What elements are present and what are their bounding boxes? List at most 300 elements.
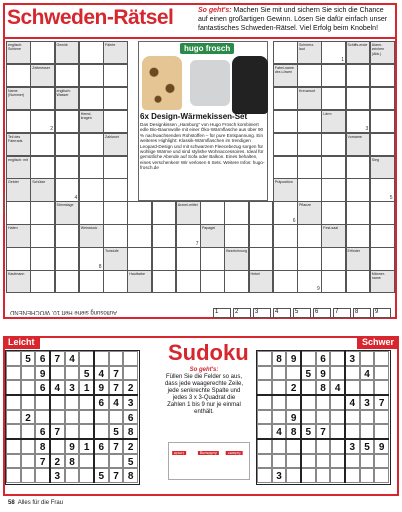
sudoku-cell[interactable] — [301, 380, 316, 395]
sudoku-cell[interactable] — [360, 351, 375, 366]
easy-sudoku-grid[interactable] — [5, 350, 140, 485]
solution-number: 5 — [389, 194, 393, 201]
answer-cell[interactable] — [273, 41, 298, 64]
sudoku-cell[interactable] — [286, 366, 301, 381]
answer-cell[interactable] — [346, 201, 371, 224]
sudoku-cell[interactable] — [6, 410, 21, 425]
answer-cell[interactable] — [55, 110, 80, 133]
sudoku-cell[interactable] — [6, 439, 21, 454]
sudoku-cell[interactable] — [330, 351, 345, 366]
answer-cell[interactable] — [79, 270, 104, 293]
sudoku-solution-box — [168, 442, 250, 480]
sudoku-cell[interactable] — [374, 410, 389, 425]
sudoku-cell: 4 — [345, 395, 360, 410]
solution-number: 9 — [316, 286, 320, 293]
answer-cell[interactable] — [79, 156, 104, 179]
answer-cell[interactable] — [30, 156, 55, 179]
sudoku-cell: 5 — [79, 366, 94, 381]
sudoku-cell: 7 — [109, 439, 124, 454]
sudoku-cell[interactable] — [286, 439, 301, 454]
sudoku-cell[interactable] — [65, 395, 80, 410]
answer-cell[interactable] — [346, 224, 371, 247]
sudoku-cell[interactable] — [50, 395, 65, 410]
block-divider — [257, 394, 389, 396]
clue-cell: Zeitmesser — [30, 64, 55, 87]
sudoku-cell[interactable] — [272, 454, 287, 469]
clue-cell: Hautfarbe — [127, 270, 152, 293]
sudoku-cell: 3 — [345, 439, 360, 454]
answer-cell[interactable] — [224, 270, 249, 293]
clue-cell: Teil des Fahrrads — [6, 133, 31, 156]
answer-cell[interactable] — [370, 64, 395, 87]
answer-cell[interactable] — [30, 270, 55, 293]
answer-cell[interactable] — [30, 110, 55, 133]
block-divider — [344, 351, 346, 483]
clue-cell: Männer-name — [370, 270, 395, 293]
block-divider — [300, 351, 302, 483]
block-divider — [257, 438, 389, 440]
sudoku-cell: 6 — [123, 410, 138, 425]
sudoku-cell[interactable] — [79, 395, 94, 410]
answer-cell[interactable] — [273, 156, 298, 179]
block-divider — [6, 394, 138, 396]
clue-cell: Fährte — [103, 41, 128, 64]
solution-number: 2 — [50, 126, 53, 133]
answer-cell[interactable] — [30, 201, 55, 224]
answer-cell[interactable] — [200, 201, 225, 224]
answer-cell[interactable] — [30, 224, 55, 247]
sudoku-cell: 3 — [345, 351, 360, 366]
sudoku-cell: 5 — [21, 351, 36, 366]
answer-cell[interactable] — [346, 178, 371, 201]
sudoku-cell[interactable] — [360, 380, 375, 395]
answer-cell[interactable] — [346, 87, 371, 110]
sudoku-cell[interactable] — [257, 366, 272, 381]
sudoku-cell: 6 — [94, 439, 109, 454]
answer-cell[interactable] — [152, 270, 177, 293]
clue-cell: Name (Nummer) — [6, 87, 31, 110]
sudoku-cell[interactable] — [21, 439, 36, 454]
sudoku-cell[interactable] — [374, 351, 389, 366]
answer-cell[interactable] — [79, 133, 104, 156]
sudoku-cell[interactable] — [345, 380, 360, 395]
sudoku-cell[interactable] — [374, 468, 389, 483]
answer-cell[interactable] — [346, 64, 371, 87]
sudoku-cell: 8 — [35, 439, 50, 454]
clue-cell: Bezeichnung — [224, 247, 249, 270]
sudoku-cell[interactable] — [6, 468, 21, 483]
sudoku-cell[interactable] — [330, 424, 345, 439]
sudoku-cell: 3 — [360, 395, 375, 410]
sudoku-cell: 7 — [109, 366, 124, 381]
answer-cell[interactable] — [103, 201, 128, 224]
answer-cell[interactable] — [346, 110, 371, 133]
solution-box[interactable]: 7 — [333, 308, 351, 318]
answer-cell[interactable] — [200, 247, 225, 270]
clue-cell: Papagei — [200, 224, 225, 247]
ad-headline: 6x Design-Wärmekissen-Set — [140, 112, 248, 121]
sudoku-cell[interactable] — [301, 410, 316, 425]
answer-cell[interactable] — [224, 224, 249, 247]
answer-cell[interactable] — [321, 247, 346, 270]
solution-label-title: Auflösung — [200, 451, 217, 455]
clue-cell: englisch: mit — [6, 156, 31, 179]
solution-label-easy: Leicht — [174, 451, 185, 455]
answer-cell[interactable] — [103, 178, 128, 201]
sudoku-cell[interactable] — [286, 395, 301, 410]
sudoku-cell[interactable] — [21, 454, 36, 469]
answer-cell[interactable] — [321, 41, 346, 64]
sudoku-cell[interactable] — [65, 468, 80, 483]
answer-cell[interactable] — [55, 224, 80, 247]
sudoku-cell[interactable] — [330, 454, 345, 469]
answer-cell[interactable] — [297, 110, 322, 133]
easy-tab: Leicht — [3, 336, 40, 349]
sudoku-cell[interactable] — [109, 351, 124, 366]
answer-cell[interactable] — [370, 201, 395, 224]
answer-cell[interactable] — [127, 224, 152, 247]
solution-box[interactable]: 8 — [353, 308, 371, 318]
sudoku-cell: 4 — [65, 351, 80, 366]
sudoku-cell: 7 — [316, 424, 331, 439]
clue-cell: Zahlwort — [103, 133, 128, 156]
sudoku-cell[interactable] — [360, 454, 375, 469]
sudoku-cell[interactable] — [374, 454, 389, 469]
sudoku-cell[interactable] — [316, 454, 331, 469]
answer-cell[interactable] — [370, 224, 395, 247]
sudoku-cell: 5 — [301, 366, 316, 381]
answer-cell[interactable] — [103, 64, 128, 87]
answer-cell[interactable] — [273, 110, 298, 133]
sudoku-cell: 8 — [123, 468, 138, 483]
answer-cell[interactable] — [55, 178, 80, 201]
black-hot-water-bottle-image — [232, 56, 268, 114]
sudoku-cell: 8 — [65, 454, 80, 469]
answer-cell[interactable] — [224, 201, 249, 224]
answer-cell[interactable] — [370, 110, 395, 133]
solution-number: 8 — [98, 263, 102, 270]
sudoku-cell[interactable] — [50, 439, 65, 454]
sudoku-cell[interactable] — [6, 424, 21, 439]
answer-cell[interactable] — [103, 270, 128, 293]
sudoku-cell[interactable] — [316, 410, 331, 425]
sudoku-cell: 2 — [123, 380, 138, 395]
answer-cell[interactable] — [30, 133, 55, 156]
answer-cell[interactable] — [370, 87, 395, 110]
solution-box[interactable]: 9 — [373, 308, 391, 318]
clue-cell: englisch: Schiene — [6, 41, 31, 64]
sudoku-cell[interactable] — [94, 454, 109, 469]
sudoku-cell[interactable] — [301, 439, 316, 454]
answer-cell[interactable] — [273, 201, 298, 224]
header-divider — [3, 37, 397, 39]
sudoku-title: Sudoku — [168, 340, 249, 365]
solution-box[interactable]: 3 — [253, 308, 271, 318]
sudoku-cell[interactable] — [257, 351, 272, 366]
sudoku-cell[interactable] — [316, 439, 331, 454]
sudoku-cell: 7 — [35, 454, 50, 469]
sudoku-cell[interactable] — [345, 410, 360, 425]
sudoku-cell[interactable] — [94, 410, 109, 425]
sudoku-cell[interactable] — [21, 395, 36, 410]
ad-description: Das Designkissen „Hamburg“ von Hugo Frosch kombiniert edle Bio-Baumwolle mit einer Öko-Wärmflasche aus über 90 % nachwachsenden Rohstoffen – für pure Entspannung. Ein weiteres Highlight: Klassik-Wärmflaschen im trendigen Leopard-Design und mit schwarzem Fleecebezug sorgen für wohlige Wärme und sind stylishe Wohnaccessoires. Ideal für gemütliche Abende auf Sofa oder Balkon. Eines behalten, eines verschenken! Wir verlosen 6 Sets. Weitere Infos: hugo-frosch.de — [140, 122, 265, 171]
sudoku-cell[interactable] — [94, 351, 109, 366]
hard-tab: Schwer — [357, 336, 399, 349]
answer-cell[interactable] — [321, 156, 346, 179]
clue-cell: Vorname — [346, 133, 371, 156]
sudoku-cell[interactable] — [21, 380, 36, 395]
sudoku-cell: 8 — [123, 424, 138, 439]
sudoku-lead: So geht's: — [189, 367, 219, 373]
sudoku-cell[interactable] — [21, 366, 36, 381]
sudoku-cell[interactable] — [109, 454, 124, 469]
sudoku-cell[interactable] — [257, 439, 272, 454]
sudoku-cell[interactable] — [6, 380, 21, 395]
sudoku-cell: 5 — [360, 439, 375, 454]
sudoku-cell[interactable] — [65, 410, 80, 425]
answer-cell[interactable] — [297, 133, 322, 156]
answer-cell[interactable] — [273, 87, 298, 110]
sudoku-cell[interactable] — [79, 424, 94, 439]
sudoku-cell[interactable] — [257, 410, 272, 425]
sudoku-cell: 5 — [109, 424, 124, 439]
answer-cell[interactable] — [297, 224, 322, 247]
sudoku-cell[interactable] — [65, 424, 80, 439]
sudoku-cell[interactable] — [316, 468, 331, 483]
sudoku-cell[interactable] — [6, 454, 21, 469]
sudoku-cell: 6 — [35, 424, 50, 439]
answer-cell[interactable] — [321, 178, 346, 201]
sudoku-cell[interactable] — [330, 410, 345, 425]
sudoku-cell[interactable] — [6, 351, 21, 366]
answer-cell[interactable] — [273, 270, 298, 293]
sudoku-cell[interactable] — [360, 410, 375, 425]
sudoku-cell[interactable] — [50, 410, 65, 425]
solution-banner: Auflösung siehe Heft 10. WOCHENEND — [10, 309, 118, 315]
answer-cell[interactable] — [152, 247, 177, 270]
answer-cell[interactable] — [30, 41, 55, 64]
answer-cell[interactable] — [370, 247, 395, 270]
answer-cell[interactable] — [249, 201, 274, 224]
sudoku-cell[interactable] — [65, 366, 80, 381]
sudoku-cell[interactable] — [79, 351, 94, 366]
sudoku-cell[interactable] — [286, 468, 301, 483]
sudoku-cell: 6 — [35, 351, 50, 366]
clue-cell: Fest-saal — [321, 224, 346, 247]
sudoku-cell[interactable] — [79, 468, 94, 483]
answer-cell[interactable] — [200, 270, 225, 293]
answer-cell[interactable] — [6, 247, 31, 270]
sudoku-cell: 7 — [374, 395, 389, 410]
answer-cell[interactable] — [79, 87, 104, 110]
sudoku-cell[interactable] — [301, 454, 316, 469]
answer-cell[interactable] — [79, 247, 104, 270]
sudoku-cell: 3 — [65, 380, 80, 395]
sudoku-cell: 9 — [35, 366, 50, 381]
solution-box[interactable]: 4 — [273, 308, 291, 318]
sudoku-cell[interactable] — [123, 366, 138, 381]
sudoku-cell: 9 — [65, 439, 80, 454]
sudoku-cell[interactable] — [316, 395, 331, 410]
answer-cell[interactable] — [6, 110, 31, 133]
answer-cell[interactable] — [249, 224, 274, 247]
answer-cell[interactable] — [79, 41, 104, 64]
sudoku-cell[interactable] — [272, 380, 287, 395]
sudoku-cell[interactable] — [94, 424, 109, 439]
answer-cell[interactable] — [55, 247, 80, 270]
sudoku-cell: 4 — [50, 380, 65, 395]
answer-cell[interactable] — [321, 270, 346, 293]
clue-cell: Kreuzwort — [297, 87, 322, 110]
solution-box[interactable]: 2 — [233, 308, 251, 318]
clue-cell: Hebel — [249, 270, 274, 293]
clue-cell: Hafen — [6, 224, 31, 247]
sudoku-cell[interactable] — [109, 410, 124, 425]
sudoku-cell[interactable] — [50, 366, 65, 381]
answer-cell[interactable] — [127, 247, 152, 270]
sudoku-cell: 9 — [94, 380, 109, 395]
answer-cell[interactable] — [6, 64, 31, 87]
sudoku-cell[interactable] — [374, 366, 389, 381]
sudoku-cell[interactable] — [345, 424, 360, 439]
clue-cell: Schmerz-laut — [297, 41, 322, 64]
answer-cell[interactable] — [55, 270, 80, 293]
block-divider — [49, 351, 51, 483]
sudoku-cell[interactable] — [301, 351, 316, 366]
sudoku-cell[interactable] — [257, 468, 272, 483]
answer-cell[interactable] — [321, 87, 346, 110]
magazine-name: Alles für die Frau — [17, 500, 64, 506]
sudoku-cell[interactable] — [345, 468, 360, 483]
sudoku-cell[interactable] — [330, 366, 345, 381]
sudoku-cell[interactable] — [374, 424, 389, 439]
answer-cell[interactable] — [152, 224, 177, 247]
sudoku-cell[interactable] — [79, 410, 94, 425]
answer-cell[interactable] — [249, 247, 274, 270]
answer-cell[interactable] — [297, 247, 322, 270]
answer-cell[interactable] — [273, 224, 298, 247]
sudoku-cell[interactable] — [345, 454, 360, 469]
sudoku-cell[interactable] — [35, 410, 50, 425]
sudoku-cell[interactable] — [272, 395, 287, 410]
clue-cell: Präposition — [273, 178, 298, 201]
sudoku-cell[interactable] — [330, 395, 345, 410]
sudoku-cell[interactable] — [21, 468, 36, 483]
sudoku-cell[interactable] — [272, 366, 287, 381]
answer-cell[interactable] — [297, 270, 322, 293]
answer-cell[interactable] — [176, 247, 201, 270]
clue-cell: Gebiet — [6, 178, 31, 201]
sudoku-cell: 7 — [109, 380, 124, 395]
sudoku-cell[interactable] — [301, 468, 316, 483]
solution-box[interactable]: 1 — [213, 308, 231, 318]
answer-cell[interactable] — [30, 247, 55, 270]
answer-cell[interactable] — [55, 64, 80, 87]
answer-cell[interactable] — [346, 270, 371, 293]
sudoku-cell: 9 — [316, 366, 331, 381]
sudoku-cell[interactable] — [257, 395, 272, 410]
answer-cell[interactable] — [176, 224, 201, 247]
sudoku-cell[interactable] — [257, 454, 272, 469]
leopard-hot-water-bottle-image — [142, 56, 182, 110]
sudoku-cell[interactable] — [360, 424, 375, 439]
sudoku-cell: 7 — [50, 424, 65, 439]
sudoku-cell: 4 — [330, 380, 345, 395]
sudoku-cell: 7 — [50, 351, 65, 366]
sudoku-cell[interactable] — [330, 439, 345, 454]
sudoku-cell[interactable] — [6, 366, 21, 381]
hard-sudoku-grid[interactable] — [256, 350, 391, 485]
sudoku-cell: 1 — [79, 380, 94, 395]
answer-cell[interactable] — [321, 64, 346, 87]
block-divider — [93, 351, 95, 483]
clue-cell: Sieg — [370, 156, 395, 179]
answer-cell[interactable] — [297, 156, 322, 179]
sudoku-cell[interactable] — [257, 380, 272, 395]
answer-cell[interactable] — [127, 201, 152, 224]
answer-cell[interactable] — [79, 178, 104, 201]
sudoku-cell[interactable] — [123, 351, 138, 366]
sudoku-cell[interactable] — [330, 468, 345, 483]
answer-cell[interactable] — [6, 201, 31, 224]
sudoku-cell[interactable] — [301, 395, 316, 410]
answer-cell[interactable] — [297, 64, 322, 87]
answer-cell[interactable] — [79, 201, 104, 224]
sudoku-cell: 8 — [316, 380, 331, 395]
answer-cell[interactable] — [273, 247, 298, 270]
clue-cell: Erfinder — [346, 247, 371, 270]
sudoku-cell[interactable] — [79, 454, 94, 469]
sudoku-cell[interactable] — [272, 410, 287, 425]
answer-cell[interactable] — [370, 178, 395, 201]
answer-cell[interactable] — [273, 133, 298, 156]
sudoku-cell: 9 — [286, 351, 301, 366]
sudoku-cell[interactable] — [272, 439, 287, 454]
crossword-title: Schweden-Rätsel — [7, 6, 174, 29]
sudoku-cell[interactable] — [35, 395, 50, 410]
sudoku-cell[interactable] — [6, 395, 21, 410]
sudoku-cell[interactable] — [345, 366, 360, 381]
answer-cell[interactable] — [370, 133, 395, 156]
sudoku-cell: 9 — [286, 410, 301, 425]
answer-cell[interactable] — [30, 87, 55, 110]
sudoku-cell: 3 — [123, 395, 138, 410]
sudoku-cell[interactable] — [374, 380, 389, 395]
page-footer — [8, 500, 63, 506]
sudoku-cell[interactable] — [360, 468, 375, 483]
sudoku-cell[interactable] — [286, 454, 301, 469]
answer-cell[interactable] — [297, 178, 322, 201]
answer-cell[interactable] — [103, 224, 128, 247]
sudoku-cell[interactable] — [35, 468, 50, 483]
answer-cell[interactable] — [79, 64, 104, 87]
solution-box[interactable]: 6 — [313, 308, 331, 318]
sudoku-cell[interactable] — [21, 424, 36, 439]
answer-cell[interactable] — [103, 87, 128, 110]
sudoku-cell[interactable] — [257, 424, 272, 439]
answer-cell[interactable] — [321, 201, 346, 224]
answer-cell[interactable] — [176, 270, 201, 293]
answer-cell[interactable] — [103, 156, 128, 179]
sudoku-cell: 8 — [272, 351, 287, 366]
answer-cell[interactable] — [321, 133, 346, 156]
answer-cell[interactable] — [346, 156, 371, 179]
answer-cell[interactable] — [55, 133, 80, 156]
solution-box[interactable]: 5 — [293, 308, 311, 318]
answer-cell[interactable] — [103, 110, 128, 133]
answer-cell[interactable] — [55, 156, 80, 179]
answer-cell[interactable] — [152, 201, 177, 224]
